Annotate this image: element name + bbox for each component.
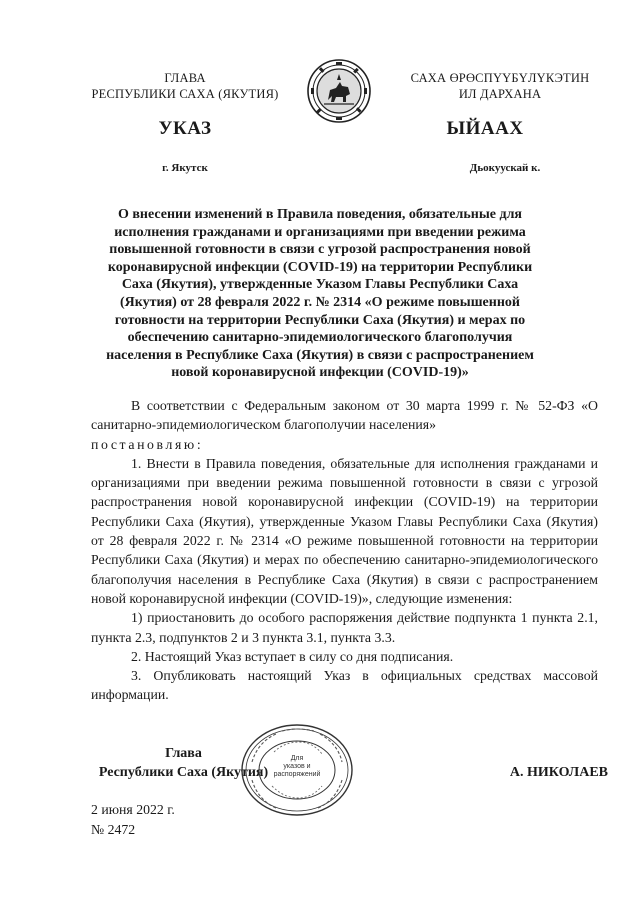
signatory-position-line2: Республики Саха (Якутия) <box>98 765 269 780</box>
decree-word: постановляю: <box>91 436 204 452</box>
preamble: В соответствии с Федеральным законом от 30 марта 1999 г. № 52-ФЗ «О санитарно-эпидемиологическом благополучии населения» <box>91 398 598 433</box>
signatory-name: А. НИКОЛАЕВ <box>509 765 608 780</box>
doc-type-left: УКАЗ <box>158 118 212 139</box>
item-1-subitem-1: 1) приостановить до особого распоряжения действие подпункта 1 пункта 2.1, пункта 2.3, подпунктов 2 и 3 пункта 3.1, пункта 3.3. <box>91 610 598 645</box>
signatory-position-line1: Глава <box>165 746 202 761</box>
header-left <box>70 70 300 102</box>
header-right-line2: ИЛ ДАРХАНА <box>458 87 542 101</box>
official-seal-icon <box>238 722 356 818</box>
header-right <box>385 70 615 102</box>
item-3: 3. Опубликовать настоящий Указ в официальных средствах массовой информации. <box>91 668 598 703</box>
seal-center-line2: указов и <box>283 763 311 770</box>
coat-of-arms-icon <box>306 58 372 124</box>
header-right-line1: САХА ӨРӨСПҮҮБҮЛҮКЭТИН <box>410 71 590 85</box>
seal-center-line1: Для <box>290 755 304 762</box>
doc-type-right: ЫЙААХ <box>446 118 524 139</box>
header-left-line2: РЕСПУБЛИКИ САХА (ЯКУТИЯ) <box>91 87 279 101</box>
decree-body <box>91 396 598 705</box>
decree-date: 2 июня 2022 г. <box>91 802 175 817</box>
decree-number: № 2472 <box>91 822 136 837</box>
header-left-line1: ГЛАВА <box>164 71 206 85</box>
place-left: г. Якутск <box>162 162 208 174</box>
item-2: 2. Настоящий Указ вступает в силу со дня подписания. <box>131 648 454 664</box>
seal-center-line3: распоряжений <box>273 771 321 778</box>
place-right: Дьокуускай к. <box>469 162 541 174</box>
item-1: 1. Внести в Правила поведения, обязательные для исполнения гражданами и организациями при введении режима повышенной готовности в связи с угрозой распространения новой коронавирусной инфекции (COVID-19) на территории Республики Саха (Якутия), утвержденные Указом Главы Республики Саха (Якутия) от 28 февраля 2022 г. № 2314 «О режиме повышенной готовности на территории Республики Саха (Якутия) и мерах по обеспечению санитарно-эпидемиологического благополучия населения в Республике Саха (Якутия) в связи с распространением новой коронавирусной инфекции (COVID-19)», следующие изменения: <box>91 455 598 606</box>
decree-title: О внесении изменений в Правила поведения, обязательные для исполнения гражданами и организациями при введении режима повышенной готовности в связи с угрозой распространения новой коронавирусной инфекции (COVID-19) на территории Республики Саха (Якутия), утвержденные Указом Главы Республики Саха (Якутия) от 28 февраля 2022 г. № 2314 «О режиме повышенной готовности на территории Республики Саха (Якутия) и мерах по обеспечению санитарно-эпидемиологического благополучия населения в Республике Саха (Якутия) в связи с распространением новой коронавирусной инфекции (COVID-19)» <box>106 207 534 381</box>
